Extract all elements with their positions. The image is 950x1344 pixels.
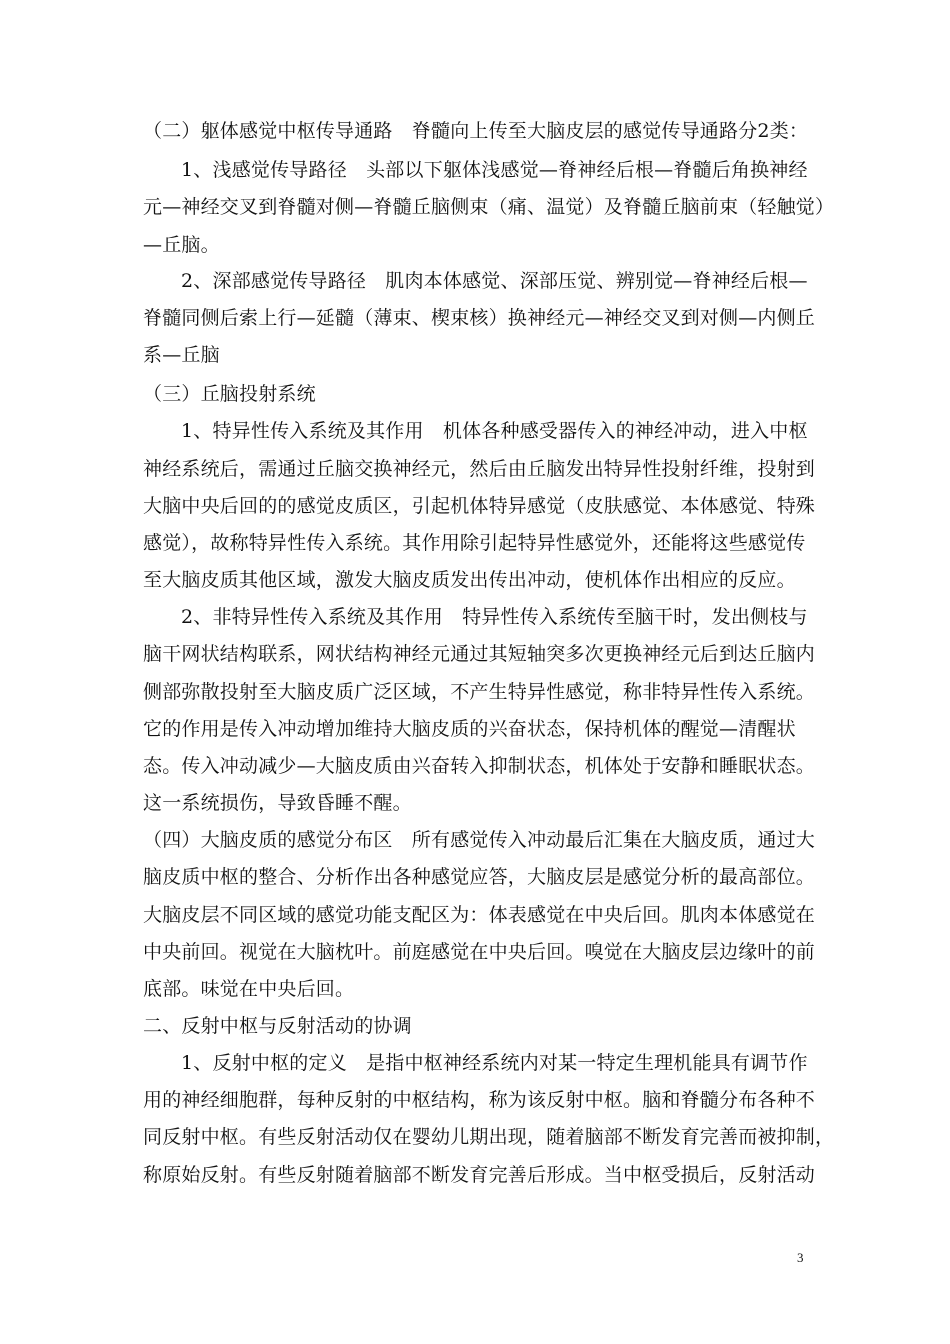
page-number: 3 xyxy=(797,1250,804,1265)
text-line: 用的神经细胞群，每种反射的中枢结构，称为该反射中枢。脑和脊髓分布各种不 xyxy=(143,1089,816,1111)
text-line: 脊髓同侧后索上行—延髓（薄束、楔束核）换神经元—神经交叉到对侧—内侧丘 xyxy=(143,307,816,329)
text-line: 系—丘脑 xyxy=(143,344,220,366)
text-line: 2、非特异性传入系统及其作用 特异性传入系统传至脑干时，发出侧枝与 xyxy=(181,606,808,628)
text-line: 中央前回。视觉在大脑枕叶。前庭感觉在中央后回。嗅觉在大脑皮层边缘叶的前 xyxy=(143,941,816,963)
text-line: 它的作用是传入冲动增加维持大脑皮质的兴奋状态，保持机体的醒觉—清醒状 xyxy=(143,718,796,740)
text-line: 2、深部感觉传导路径 肌肉本体感觉、深部压觉、辨别觉—脊神经后根— xyxy=(181,270,808,292)
text-line: （二）躯体感觉中枢传导通路 脊髓向上传至大脑皮层的感觉传导通路分2类： xyxy=(143,120,809,142)
text-line: 感觉），故称特异性传入系统。其作用除引起特异性感觉外，还能将这些感觉传 xyxy=(143,532,806,554)
text-line: —丘脑。 xyxy=(143,234,220,256)
section-heading: （三）丘脑投射系统 xyxy=(143,383,316,405)
text-line: 脑干网状结构联系，网状结构神经元通过其短轴突多次更换神经元后到达丘脑内 xyxy=(143,643,816,665)
text-line: 神经系统后，需通过丘脑交换神经元，然后由丘脑发出特异性投射纤维，投射到 xyxy=(143,458,816,480)
section-heading: （四）大脑皮质的感觉分布区 所有感觉传入冲动最后汇集在大脑皮质，通过大 xyxy=(143,829,816,851)
text-line: 大脑中央后回的的感觉皮质区，引起机体特异感觉（皮肤感觉、本体感觉、特殊 xyxy=(143,495,816,517)
text-line: 底部。味觉在中央后回。 xyxy=(143,978,355,1000)
text-line: 元—神经交叉到脊髓对侧—脊髓丘脑侧束（痛、温觉）及脊髓丘脑前束（轻触觉） xyxy=(143,196,835,218)
text-line: 侧部弥散投射至大脑皮质广泛区域，不产生特异性感觉，称非特异性传入系统。 xyxy=(143,681,816,703)
text-line: 1、浅感觉传导路径 头部以下躯体浅感觉—脊神经后根—脊髓后角换神经 xyxy=(181,159,808,181)
text-line: 称原始反射。有些反射随着脑部不断发育完善后形成。当中枢受损后，反射活动 xyxy=(143,1164,816,1186)
text-line: 1、反射中枢的定义 是指中枢神经系统内对某一特定生理机能具有调节作 xyxy=(181,1052,808,1074)
section-heading: 二、反射中枢与反射活动的协调 xyxy=(143,1015,412,1037)
text-line: 1、特异性传入系统及其作用 机体各种感受器传入的神经冲动，进入中枢 xyxy=(181,420,808,442)
text-line: 态。传入冲动减少—大脑皮质由兴奋转入抑制状态，机体处于安静和睡眠状态。 xyxy=(143,755,816,777)
text-line: 脑皮质中枢的整合、分析作出各种感觉应答，大脑皮层是感觉分析的最高部位。 xyxy=(143,866,816,888)
text-line: 大脑皮层不同区域的感觉功能支配区为：体表感觉在中央后回。肌肉本体感觉在 xyxy=(143,904,816,926)
text-line: 同反射中枢。有些反射活动仅在婴幼儿期出现，随着脑部不断发育完善而被抑制， xyxy=(143,1126,835,1148)
text-line: 这一系统损伤，导致昏睡不醒。 xyxy=(143,792,412,814)
text-line: 至大脑皮质其他区域，激发大脑皮质发出传出冲动，使机体作出相应的反应。 xyxy=(143,569,796,591)
